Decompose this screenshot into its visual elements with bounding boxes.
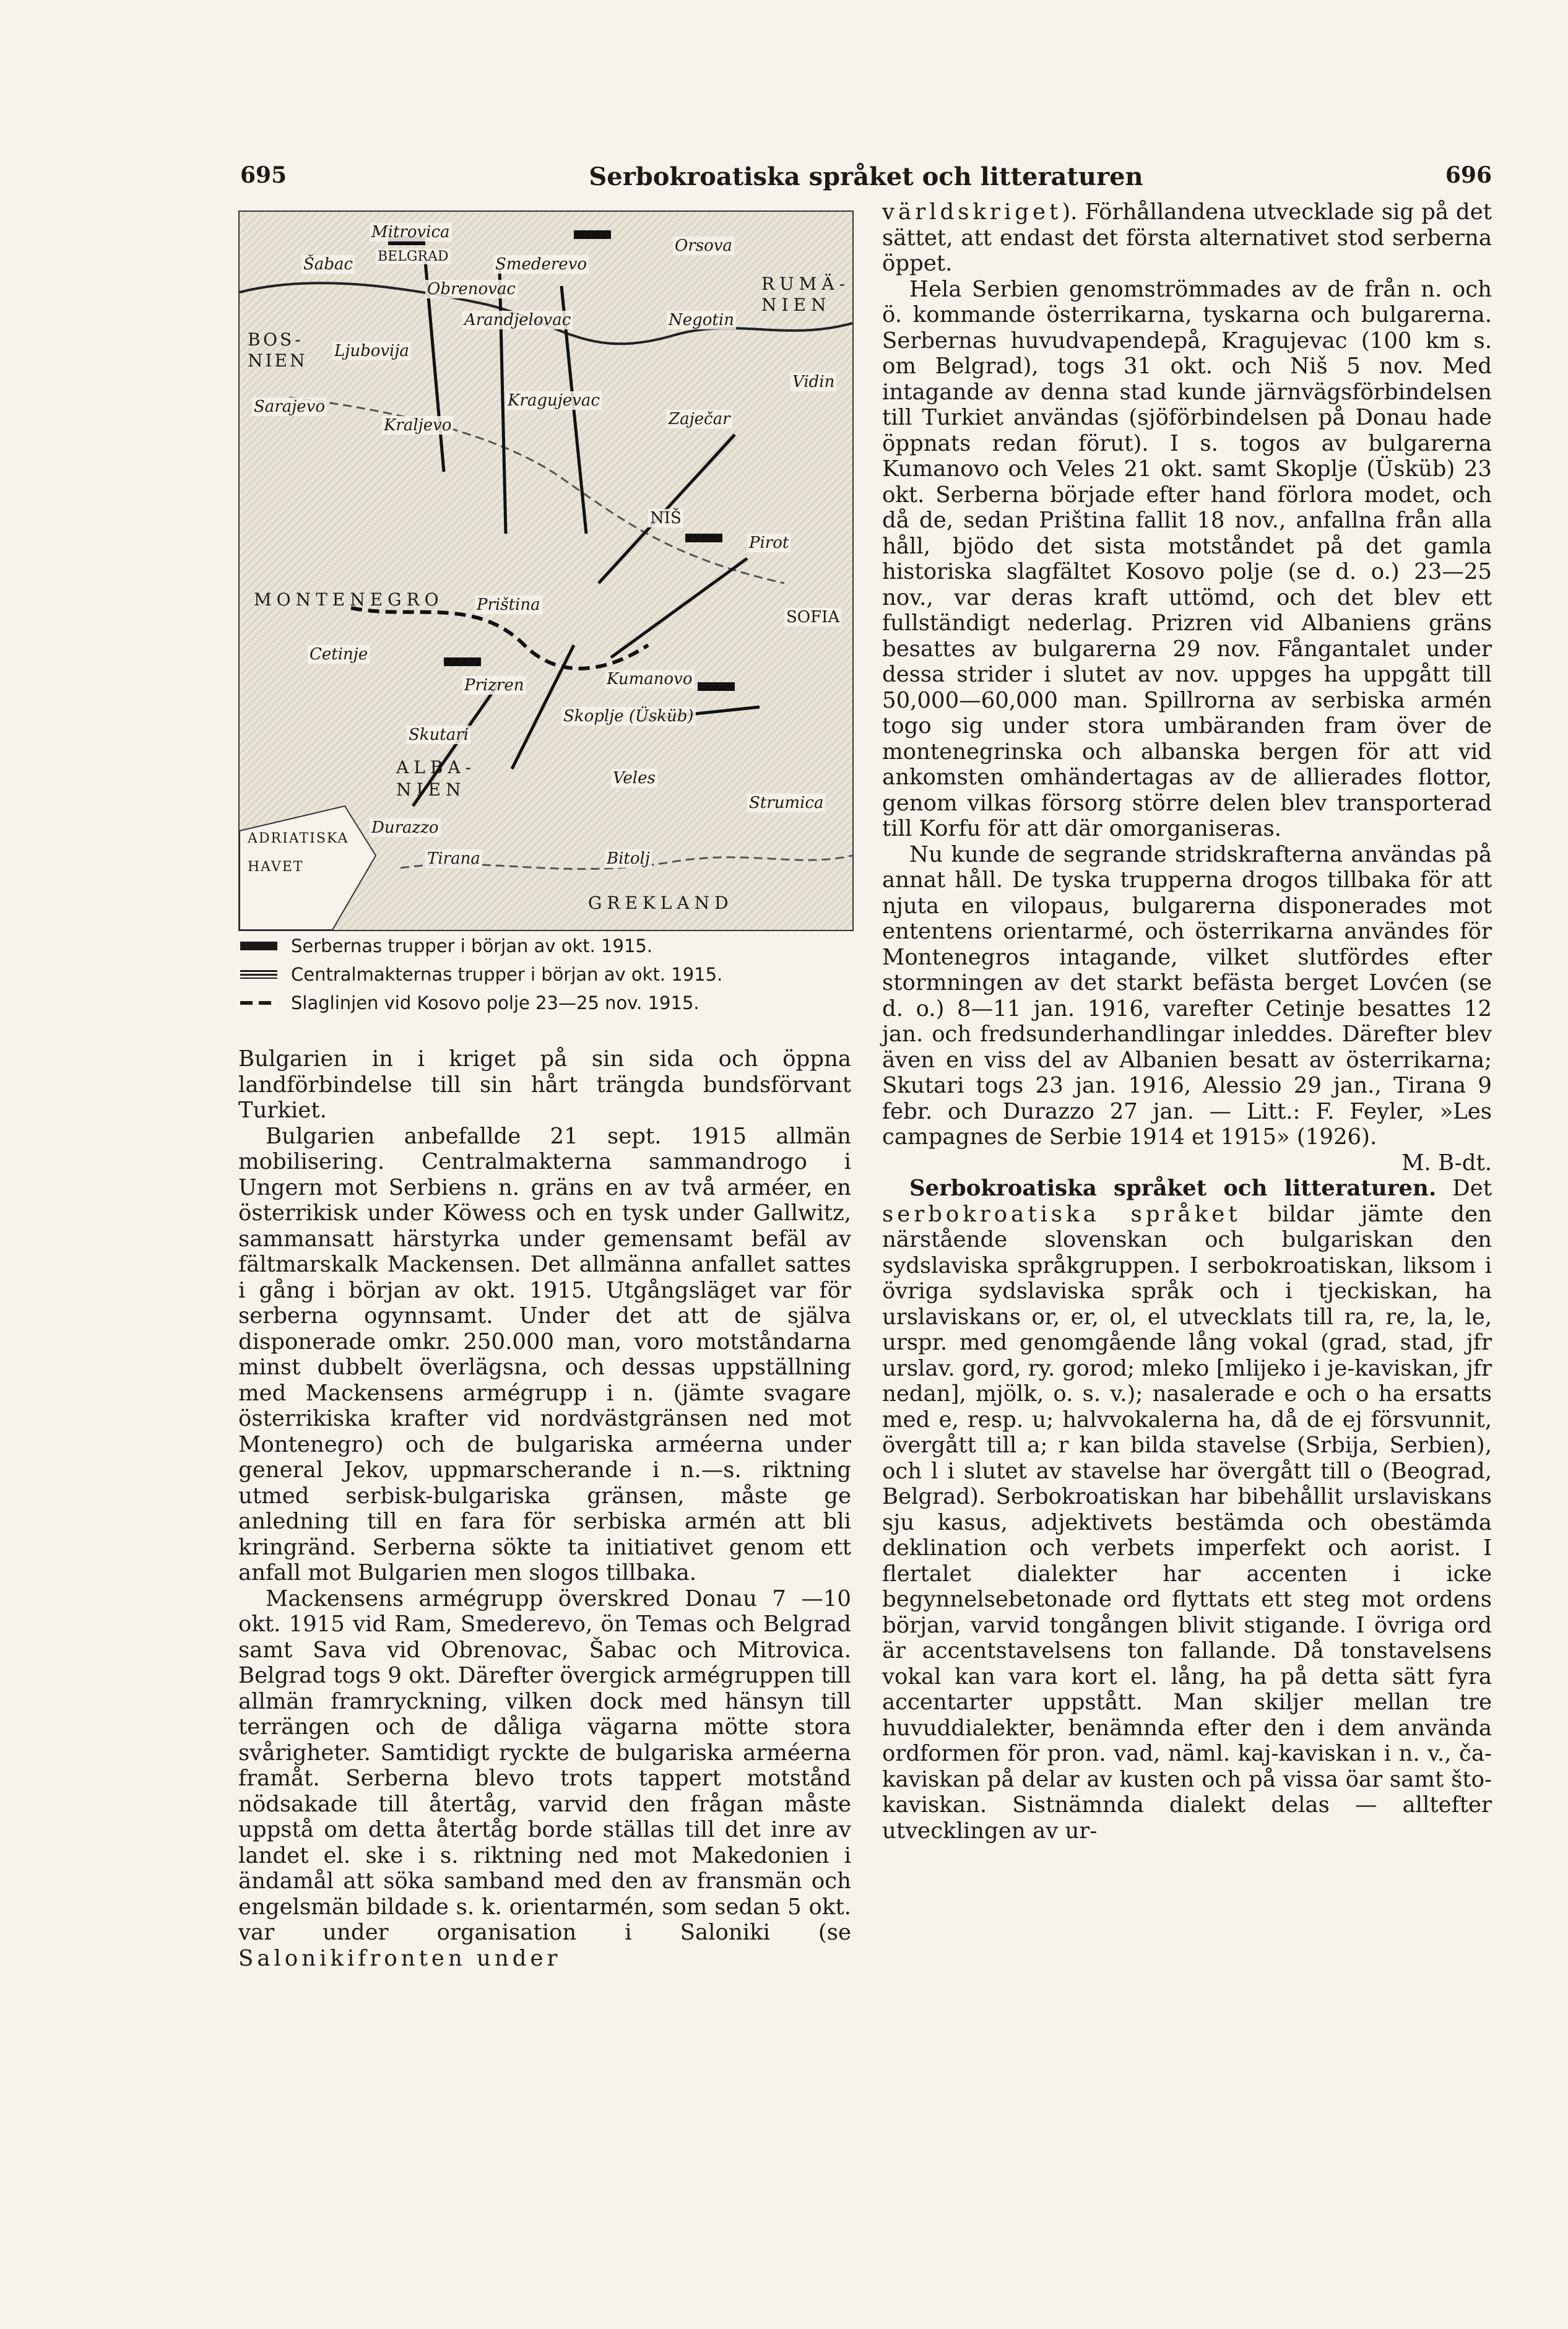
- arrow: [611, 558, 747, 657]
- kosovo-battle-line: [351, 608, 648, 669]
- paragraph-text: ). Förhållandena utvecklade sig på det sättet, att endast det första alternativet stod serberna öppet.: [882, 199, 1492, 276]
- map-label-strumica: Strumica: [747, 794, 825, 812]
- map-label-bosnien: BOS-NIEN: [248, 329, 308, 371]
- troop-mark: [698, 682, 735, 691]
- paragraph-text: Mackensens armégrupp överskred Donau 7 —10 okt. 1915 vid Ram, Smederevo, ön Temas och Belgrad samt Sava vid Obrenovac, Šabac och Mitrovica. Belgrad togs 9 okt. Därefter övergick armégruppen till allmän framryckning, vilken dock med hänsyn till terrängen och de dåliga vägarna mötte stora svårigheter. Samtidigt ryckte de bulgariska arméerna framåt. Serberna blevo trots tappert motstånd nödsakade till återtåg, varvid den frågan måste uppstå om detta återtåg borde ställas till det inre av landet el. ske i s. riktning ned mot Makedonien i ändamål att söka samband med den av fransmän och engelsmän bildade s. k. orientarmén, som sedan 5 okt. var under organisation i Saloniki (se: [238, 1585, 851, 1945]
- troop-mark: [444, 657, 481, 666]
- map-legend: [240, 932, 853, 1017]
- map-label-ljubovija: Ljubovija: [332, 342, 411, 360]
- map-label-sarajevo: Sarajevo: [252, 397, 327, 416]
- legend-swatch-central: [240, 970, 277, 979]
- legend-swatch-battle-line: [240, 1001, 277, 1005]
- map-label-arandjelovac: Arandjelovac: [462, 311, 573, 329]
- map-label-cetinje: Cetinje: [308, 645, 370, 664]
- spaced-term: världskriget: [882, 199, 1062, 225]
- map-label-bitolj: Bitolj: [605, 849, 652, 868]
- map-label-skoplje: Skoplje (Üsküb): [561, 707, 696, 726]
- map-label-orsova: Orsova: [673, 236, 734, 255]
- article-paragraph: [882, 1176, 1492, 1844]
- author-signature: M. B-dt.: [1401, 1150, 1492, 1176]
- map-label-grekland: GREKLAND: [588, 893, 734, 913]
- legend-label: Serbernas trupper i början av okt. 1915.: [291, 935, 653, 956]
- left-column: [238, 1046, 851, 1971]
- paragraph: Bulgarien anbefallde 21 sept. 1915 allmän mobilisering. Centralmakterna sammandrogo i Ungern mot Serbiens n. gräns en av två arméer, en österrikisk under Köwess och en tysk under Gallwitz, sammansatt härstyrka under gemensamt befäl av fältmarskalk Mackensen. Det allmänna anfallet sattes i gång i början av okt. 1915. Utgångsläget var för serberna ogynnsamt. Under det att de själva disponerade omkr. 250.000 man, voro motståndarna minst dubbelt överlägsna, och dessas uppställning med Mackensens armégrupp i n. (jämte svagare österrikiska krafter vid nordvästgränsen ned mot Montenegro) och de bulgariska arméerna under general Jekov, uppmarscherande i n.—s. riktning utmed serbisk-bulgariska gränsen, måste ge anledning till en fara för serbiska armén att bli kringränd. Serberna sökte ta initiativet genom ett anfall mot Bulgarien men slogos tillbaka.: [238, 1123, 851, 1585]
- map-label-vidin: Vidin: [790, 373, 836, 391]
- legend-item: [240, 989, 853, 1017]
- legend-item: [240, 932, 853, 960]
- spaced-term: serbokroatiska språket: [882, 1201, 1241, 1227]
- map-label-skutari: Skutari: [407, 726, 470, 744]
- page-header: [240, 162, 1492, 199]
- map-label-adriatiska: ADRIATISKA HAVET: [248, 831, 349, 875]
- troop-mark: [685, 534, 722, 542]
- article-text: bildar jämte den närstående slovenskan och bulgariskan den sydslaviska språkgruppen. I serbokroatiskan, liksom i övriga sydslaviska språk och i tjeckiskan, ha urslaviskans or, er, ol, el utvecklats till ra, re, la, le, urspr. med genomgående lång vokal (grad, stad, jfr urslav. gord, ry. gorod; mleko [mlijeko i je-kaviskan, jfr nedan], mjölk, o. s. v.); nasalerade e och o ha ersatts med e, resp. u; halvvokalerna ha, då de ej försvunnit, övergått till a; r kan bilda stavelse (Srbija, Serbien), och l i slutet av stavelse har övergått till o (Beograd, Belgrad). Serbokroatiskan har bibehållit urslaviskans sju kasus, adjektivets bestämda och obestämda deklination och verbets imperfekt och aorist. I flertalet dialekter har accenten i icke begynnelsebetonade ord flyttats ett steg mot ordens början, varvid tongången blivit stigande. I övriga ord är accentstavelsens ton fallande. Då tonstavelsens vokal kan vara kort el. lång, ha på detta sätt fyra accentarter uppstått. Man skiljer mellan tre huvuddialekter, benämnda efter den i dem använda ordformen för pron. vad, näml. kaj-kaviskan i n. v., ča-kaviskan på delar av kusten och på vissa öar samt što-kaviskan. Sistnämnda dialekt delas — alltefter utvecklingen av ur-: [882, 1201, 1492, 1844]
- map-label-sabac: Šabac: [301, 255, 355, 274]
- map-label-albanien: ALBA-NIEN: [396, 757, 477, 800]
- paragraph: Hela Serbien genomströmmades av de från n. och ö. kommande österrikarna, tyskarna och bulgarerna. Serbernas huvudvapendepå, Kragujevac (100 km s. om Belgrad), togs 31 okt. och Niš 5 nov. Med intagande av denna stad kunde järnvägsförbindelsen till Turkiet användas (sjöförbindelsen på Donau hade öppnats redan förut). I s. togos av bulgarerna Kumanovo och Veles 21 okt. samt Skoplje (Üsküb) 23 okt. Serberna började efter hand förlora modet, och då de, sedan Priština fallit 18 nov., anfallna från alla håll, bjödo det sista motståndet på det gamla historiska slagfältet Kosovo polje (se d. o.) 23—25 nov., var deras kraft uttömd, och det blev ett fullständigt nederlag. Prizren vid Albaniens gräns besattes av bulgarerna 29 nov. Fångantalet under dessa strider i slutet av nov. uppges ha uppgått till 50,000—60,000 man. Spillrorna av serbiska armén togo sig under stora umbäranden fram över de montenegrinska och albanska bergen för att vid ankomsten omhändertagas av de allierades flottor, genom vilkas försorg större delen blev transporterad till Korfu för att där omorganiseras.: [882, 276, 1492, 841]
- map-label-belgrad: BELGRAD: [376, 249, 451, 264]
- map-label-rumanien: RUMÄ-NIEN: [761, 274, 851, 315]
- paragraph: Nu kunde de segrande stridskrafterna användas på annat håll. De tyska trupperna drogos tillbaka för att njuta en vilopaus, bulgarerna disponerades mot ententens orientarmé, och österrikarna användes för Montenegros intagande, vilket slutfördes efter stormningen av det starkt befästa berget Lovćen (se d. o.) 8—11 jan. 1916, varefter Cetinje besattes 12 jan. och fredsunderhandlingar inleddes. Därefter blev även en viss del av Albanien besatt av österrikarna; Skutari togs 23 jan. 1916, Alessio 29 jan., Tirana 9 febr. och Durazzo 27 jan. — Litt.: F. Feyler, »Les campagnes de Serbie 1914 et 1915» (1926).: [882, 841, 1492, 1150]
- article-intro-prefix: Det: [1452, 1176, 1492, 1201]
- troop-mark: [574, 230, 611, 239]
- paragraph: Bulgarien in i kriget på sin sida och öppna landförbindelse till sin hårt trängda bundsförvant Turkiet.: [238, 1046, 851, 1123]
- page-number-right: 696: [1445, 162, 1492, 188]
- map-label-sofia: SOFIA: [784, 608, 841, 627]
- right-column: [882, 199, 1492, 1844]
- campaign-map: [238, 210, 854, 931]
- map-label-pirot: Pirot: [747, 534, 790, 552]
- map-label-prizren: Prizren: [462, 676, 526, 695]
- map-label-kragujevac: Kragujevac: [506, 391, 602, 410]
- arrow: [500, 267, 506, 534]
- paragraph: [238, 1586, 851, 1972]
- map-label-nis: NIŠ: [648, 509, 683, 527]
- article-heading: Serbokroatiska språket och litteraturen.: [909, 1176, 1437, 1201]
- map-label-kraljevo: Kraljevo: [382, 416, 453, 435]
- map-label-smederevo: Smederevo: [493, 255, 589, 274]
- map-label-obrenovac: Obrenovac: [425, 280, 518, 298]
- map-label-mitrovica: Mitrovica: [370, 223, 452, 241]
- map-label-zajecar: Zaječar: [667, 410, 732, 428]
- legend-swatch-serbian: [240, 942, 277, 950]
- legend-label: Slaglinjen vid Kosovo polje 23—25 nov. 1915.: [291, 992, 700, 1013]
- map-label-tirana: Tirana: [425, 849, 482, 868]
- legend-label: Centralmakternas trupper i början av okt. 1915.: [291, 964, 723, 985]
- map-label-pristina: Priština: [475, 596, 542, 614]
- paragraph: [882, 199, 1492, 277]
- map-label-negotin: Negotin: [667, 311, 736, 329]
- spaced-term: Salonikifronten under: [238, 1945, 561, 1971]
- map-label-durazzo: Durazzo: [370, 818, 441, 837]
- legend-item: [240, 960, 853, 989]
- running-title: Serbokroatiska språket och litteraturen: [589, 162, 1143, 191]
- page-number-left: 695: [240, 162, 287, 188]
- map-label-kumanovo: Kumanovo: [605, 670, 695, 688]
- map-label-montenegro: MONTENEGRO: [254, 589, 444, 610]
- map-label-veles: Veles: [611, 769, 657, 787]
